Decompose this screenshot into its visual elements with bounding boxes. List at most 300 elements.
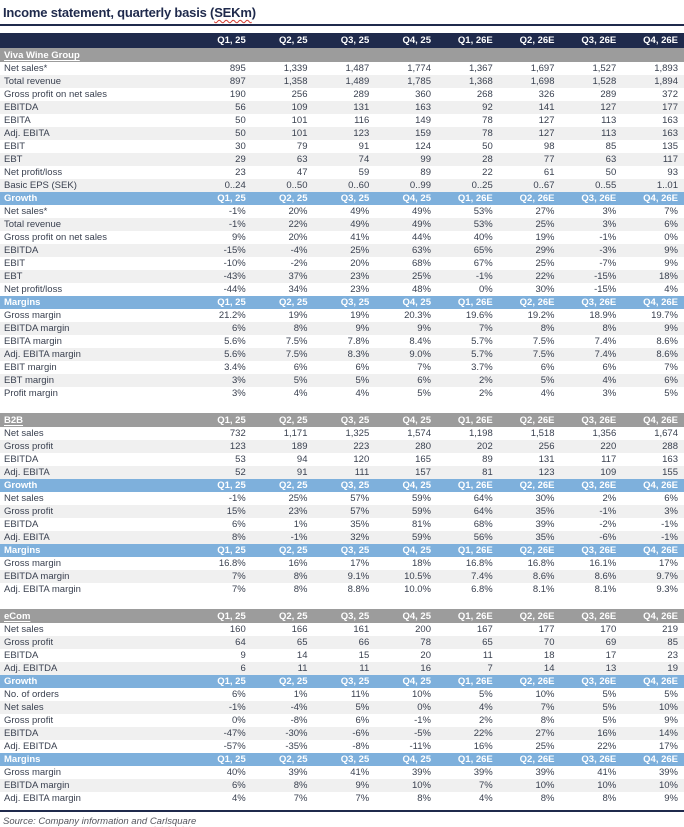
value-cell-1: 109 xyxy=(291,102,308,113)
value-cell-4: 89 xyxy=(482,454,493,465)
page-title-text: Income statement, quarterly basis ( xyxy=(3,5,215,20)
value-cell-7: 4% xyxy=(664,284,678,295)
table-row xyxy=(0,427,684,440)
value-cell-1: 63 xyxy=(296,154,308,165)
table-row xyxy=(0,492,684,505)
quarters-header-col-5: Q2, 26E xyxy=(519,35,555,46)
value-cell-6: 17 xyxy=(605,650,617,661)
value-cell-2: 57% xyxy=(350,506,370,517)
table-row xyxy=(0,518,684,531)
value-cell-3: 1,785 xyxy=(407,76,431,87)
value-cell-4: 2% xyxy=(479,375,493,386)
value-cell-4: 92 xyxy=(482,102,493,113)
row-label-cell: EBIT margin xyxy=(4,362,57,373)
subsection-header-label-cell: Margins xyxy=(4,545,41,556)
value-cell-6: 1,528 xyxy=(592,76,617,87)
value-cell-0: 52 xyxy=(235,467,246,478)
table-row xyxy=(0,505,684,518)
value-cell-4: 0..25 xyxy=(471,180,493,191)
page-title xyxy=(3,5,256,20)
value-cell-0: 3% xyxy=(232,388,246,399)
subsection-header-col-1: Q2, 25 xyxy=(278,193,308,204)
quarters-header-col-7: Q4, 26E xyxy=(643,35,678,46)
subsection-header-col-6: Q3, 26E xyxy=(581,480,617,491)
value-cell-4: 7 xyxy=(487,663,493,674)
value-cell-6: 289 xyxy=(600,89,617,100)
subsection-header-col-4: Q1, 26E xyxy=(457,297,493,308)
subsection-header-col-5: Q2, 26E xyxy=(519,297,555,308)
row-label-cell: Total revenue xyxy=(4,76,62,87)
value-cell-2: 7% xyxy=(355,793,370,804)
subsection-header-col-7: Q4, 26E xyxy=(643,676,678,687)
value-cell-0: 56 xyxy=(235,102,246,113)
value-cell-3: 10% xyxy=(411,780,431,791)
value-cell-4: 167 xyxy=(476,624,493,635)
row-label-cell: Adj. EBITA margin xyxy=(4,793,81,804)
quarters-header-row xyxy=(0,33,684,48)
group-header-col-5: Q2, 26E xyxy=(519,610,555,622)
subsection-header-col-7: Q4, 26E xyxy=(643,545,678,556)
value-cell-5: 77 xyxy=(543,154,555,165)
value-cell-0: 53 xyxy=(235,454,246,465)
value-cell-7: 288 xyxy=(662,441,678,452)
table-row xyxy=(0,688,684,701)
value-cell-5: 18 xyxy=(543,650,555,661)
table-row xyxy=(0,361,684,374)
value-cell-5: 29% xyxy=(535,245,555,256)
subsection-header-label-cell: Margins xyxy=(4,297,41,308)
value-cell-6: 85 xyxy=(605,141,617,152)
subsection-header-col-1: Q2, 25 xyxy=(278,297,308,308)
page-title-suffix: ) xyxy=(251,5,256,20)
value-cell-6: 5% xyxy=(602,702,617,713)
value-cell-4: 5% xyxy=(479,689,493,700)
subsection-header-col-3: Q4, 25 xyxy=(402,545,431,556)
value-cell-1: 1,358 xyxy=(283,76,308,87)
value-cell-5: 141 xyxy=(538,102,555,113)
value-cell-5: 30% xyxy=(535,493,555,504)
value-cell-7: 177 xyxy=(662,102,678,113)
value-cell-0: -43% xyxy=(223,271,246,282)
value-cell-5: 61 xyxy=(543,167,555,178)
value-cell-0: -1% xyxy=(228,206,246,217)
value-cell-2: 49% xyxy=(350,219,370,230)
value-cell-3: -5% xyxy=(414,728,431,739)
value-cell-4: 268 xyxy=(476,89,493,100)
group-header-label-cell xyxy=(0,611,190,622)
value-cell-0: 21.2% xyxy=(218,310,246,321)
subsection-header-col-3: Q4, 25 xyxy=(402,193,431,204)
group-header-col-3: Q4, 25 xyxy=(402,414,431,426)
value-cell-1: -1% xyxy=(290,532,308,543)
value-cell-3: 48% xyxy=(411,284,431,295)
row-label-cell: Net sales* xyxy=(4,206,48,217)
table-row xyxy=(0,309,684,322)
value-cell-3: 59% xyxy=(411,532,431,543)
table-row xyxy=(0,649,684,662)
value-cell-7: 9.3% xyxy=(656,584,678,595)
value-cell-6: 8% xyxy=(602,323,617,334)
value-cell-5: 14 xyxy=(543,663,555,674)
value-cell-3: 9% xyxy=(417,323,431,334)
value-cell-4: 81 xyxy=(482,467,493,478)
subsection-header-col-0: Q1, 25 xyxy=(217,676,246,687)
value-cell-3: 9.0% xyxy=(409,349,431,360)
value-cell-3: 124 xyxy=(415,141,431,152)
value-cell-1: 91 xyxy=(296,467,308,478)
value-cell-6: 18.9% xyxy=(589,310,617,321)
table-row xyxy=(0,244,684,257)
value-cell-0: 5.6% xyxy=(224,336,246,347)
value-cell-0: -1% xyxy=(228,219,246,230)
table-row xyxy=(0,88,684,101)
value-cell-6: 41% xyxy=(597,767,617,778)
value-cell-4: 7% xyxy=(479,780,493,791)
value-cell-3: 5% xyxy=(417,388,431,399)
value-cell-3: 44% xyxy=(411,232,431,243)
table-row xyxy=(0,335,684,348)
value-cell-2: 111 xyxy=(354,467,370,478)
value-cell-0: 732 xyxy=(229,428,246,439)
value-cell-2: 9% xyxy=(355,780,370,791)
value-cell-0: 6% xyxy=(232,689,246,700)
table-row xyxy=(0,348,684,361)
subsection-header-col-2: Q3, 25 xyxy=(340,193,370,204)
subsection-header-col-5: Q2, 26E xyxy=(519,193,555,204)
value-cell-2: -6% xyxy=(352,728,370,739)
table-row xyxy=(0,583,684,596)
value-cell-5: 35% xyxy=(535,506,555,517)
row-label-cell: EBT margin xyxy=(4,375,54,386)
value-cell-1: 4% xyxy=(293,388,308,399)
value-cell-2: 23% xyxy=(350,284,370,295)
value-cell-0: 15% xyxy=(226,506,246,517)
table-row xyxy=(0,714,684,727)
table-row xyxy=(0,387,684,400)
value-cell-7: 1,894 xyxy=(654,76,678,87)
value-cell-6: 2% xyxy=(602,493,617,504)
value-cell-6: 113 xyxy=(601,128,617,139)
value-cell-4: -1% xyxy=(475,271,493,282)
value-cell-0: -15% xyxy=(223,245,246,256)
value-cell-1: -8% xyxy=(290,715,308,726)
value-cell-0: 123 xyxy=(229,441,246,452)
value-cell-0: -57% xyxy=(223,741,246,752)
value-cell-6: -1% xyxy=(599,232,617,243)
value-cell-3: 59% xyxy=(411,493,431,504)
value-cell-0: 16.8% xyxy=(218,558,246,569)
table-row xyxy=(0,166,684,179)
table-row xyxy=(0,62,684,75)
subsection-header-col-3: Q4, 25 xyxy=(402,676,431,687)
value-cell-2: 35% xyxy=(350,519,370,530)
value-cell-3: 8% xyxy=(417,793,431,804)
subsection-header-col-1: Q2, 25 xyxy=(278,754,308,765)
value-cell-3: 8.4% xyxy=(409,336,431,347)
group-header-col-4: Q1, 26E xyxy=(457,610,493,622)
value-cell-3: 200 xyxy=(415,624,431,635)
value-cell-5: 123 xyxy=(538,467,555,478)
value-cell-3: 99 xyxy=(420,154,431,165)
row-label-cell: Net sales xyxy=(4,624,44,635)
table-row xyxy=(0,466,684,479)
value-cell-0: 6% xyxy=(232,323,246,334)
value-cell-5: 25% xyxy=(535,741,555,752)
value-cell-2: 41% xyxy=(350,232,370,243)
value-cell-5: 8% xyxy=(540,793,555,804)
row-label-cell: Gross profit on net sales xyxy=(4,232,107,243)
row-label-cell: Gross margin xyxy=(4,310,62,321)
value-cell-4: 5.7% xyxy=(471,336,493,347)
row-label-cell: EBITDA margin xyxy=(4,780,70,791)
value-cell-7: 85 xyxy=(667,637,678,648)
row-label-cell: Gross profit xyxy=(4,441,54,452)
value-cell-0: 40% xyxy=(226,767,246,778)
group-name-label xyxy=(4,611,190,622)
value-cell-6: 22% xyxy=(597,741,617,752)
value-cell-2: 6% xyxy=(355,362,370,373)
table-row xyxy=(0,283,684,296)
value-cell-4: 64% xyxy=(473,506,493,517)
value-cell-6: -15% xyxy=(594,284,617,295)
value-cell-2: 120 xyxy=(353,454,370,465)
subsection-header-col-2: Q3, 25 xyxy=(340,297,370,308)
value-cell-4: 2% xyxy=(479,388,493,399)
value-cell-0: 0% xyxy=(232,715,246,726)
row-label-cell: Net profit/loss xyxy=(4,167,63,178)
value-cell-7: 19.7% xyxy=(651,310,678,321)
value-cell-4: 22% xyxy=(473,728,493,739)
value-cell-6: -3% xyxy=(599,245,617,256)
value-cell-2: 15 xyxy=(358,650,370,661)
value-cell-2: 74 xyxy=(358,154,370,165)
value-cell-6: 127 xyxy=(600,102,617,113)
value-cell-6: 8.1% xyxy=(594,584,617,595)
value-cell-0: -1% xyxy=(228,702,246,713)
row-label-cell: EBT xyxy=(4,154,23,165)
value-cell-7: 9% xyxy=(664,793,678,804)
value-cell-5: 4% xyxy=(540,388,555,399)
value-cell-2: 41% xyxy=(350,767,370,778)
group-header-col-1: Q2, 25 xyxy=(278,610,308,622)
table-row xyxy=(0,127,684,140)
value-cell-2: 9.1% xyxy=(347,571,370,582)
value-cell-7: 163 xyxy=(662,454,678,465)
value-cell-7: 10% xyxy=(658,702,678,713)
value-cell-4: 16% xyxy=(473,741,493,752)
row-label-cell: EBITDA xyxy=(4,245,39,256)
value-cell-4: 65 xyxy=(482,637,493,648)
value-cell-1: 16% xyxy=(288,558,308,569)
group-name-label: Viva Wine Group xyxy=(4,49,80,61)
value-cell-1: 19% xyxy=(288,310,308,321)
row-label-cell: Net sales xyxy=(4,428,44,439)
value-cell-4: 56% xyxy=(473,532,493,543)
subsection-header-col-6: Q3, 26E xyxy=(581,297,617,308)
value-cell-5: 10% xyxy=(535,780,555,791)
value-cell-7: 372 xyxy=(662,89,678,100)
value-cell-5: 25% xyxy=(535,258,555,269)
value-cell-1: 1% xyxy=(293,519,308,530)
group-header-row xyxy=(0,609,684,623)
table-row xyxy=(0,662,684,675)
value-cell-2: 131 xyxy=(353,102,370,113)
row-label-cell: Adj. EBITA xyxy=(4,532,50,543)
value-cell-6: 50 xyxy=(605,167,617,178)
row-label-cell: EBITDA margin xyxy=(4,323,70,334)
value-cell-5: 131 xyxy=(538,454,555,465)
row-label-cell: EBITA xyxy=(4,115,31,126)
value-cell-5: 1,518 xyxy=(530,428,555,439)
value-cell-0: 0..24 xyxy=(224,180,246,191)
group-header-col-1: Q2, 25 xyxy=(278,414,308,426)
value-cell-2: 5% xyxy=(355,702,370,713)
value-cell-3: 20.3% xyxy=(404,310,431,321)
value-cell-5: 19% xyxy=(535,232,555,243)
table-row xyxy=(0,740,684,753)
value-cell-1: 8% xyxy=(293,780,308,791)
table-row xyxy=(0,636,684,649)
value-cell-3: 39% xyxy=(411,767,431,778)
row-label-cell: Gross profit xyxy=(4,506,54,517)
value-cell-1: 7% xyxy=(293,793,308,804)
quarters-header-col-3: Q4, 25 xyxy=(402,35,431,46)
value-cell-5: 1,697 xyxy=(530,63,555,74)
row-label-cell: Basic EPS (SEK) xyxy=(4,180,77,191)
value-cell-0: -1% xyxy=(228,493,246,504)
value-cell-1: 5% xyxy=(293,375,308,386)
value-cell-2: 8.8% xyxy=(347,584,370,595)
value-cell-6: 16.1% xyxy=(589,558,617,569)
value-cell-5: 16.8% xyxy=(527,558,555,569)
source-note-brand: Carlsquare xyxy=(149,816,197,827)
value-cell-6: 0..55 xyxy=(595,180,617,191)
value-cell-6: -15% xyxy=(594,271,617,282)
value-cell-6: 1,527 xyxy=(592,63,617,74)
value-cell-6: 7.4% xyxy=(594,349,617,360)
value-cell-2: 289 xyxy=(353,89,370,100)
quarters-header-col-1: Q2, 25 xyxy=(278,35,308,46)
value-cell-2: 123 xyxy=(353,128,370,139)
value-cell-1: 39% xyxy=(288,767,308,778)
value-cell-4: 5.7% xyxy=(471,349,493,360)
value-cell-0: 9% xyxy=(232,232,246,243)
value-cell-3: 6% xyxy=(417,375,431,386)
value-cell-6: 7.4% xyxy=(594,336,617,347)
row-label-cell: No. of orders xyxy=(4,689,59,700)
value-cell-1: 1,171 xyxy=(283,428,308,439)
table-row xyxy=(0,779,684,792)
footer-rule xyxy=(0,810,684,812)
value-cell-5: 256 xyxy=(538,441,555,452)
value-cell-1: 23% xyxy=(288,506,308,517)
row-label-cell: EBITDA xyxy=(4,519,39,530)
group-header-row xyxy=(0,413,684,427)
value-cell-0: 6% xyxy=(232,780,246,791)
table-row xyxy=(0,701,684,714)
value-cell-7: 7% xyxy=(664,206,678,217)
subsection-header-col-7: Q4, 26E xyxy=(643,480,678,491)
group-header-col-6: Q3, 26E xyxy=(581,414,617,426)
subsection-header-col-6: Q3, 26E xyxy=(581,193,617,204)
subsection-header-col-4: Q1, 26E xyxy=(457,545,493,556)
value-cell-0: -47% xyxy=(223,728,246,739)
value-cell-1: 11 xyxy=(297,663,308,674)
income-table xyxy=(0,33,684,805)
table-row xyxy=(0,322,684,335)
value-cell-7: 9% xyxy=(664,258,678,269)
value-cell-5: 8.6% xyxy=(532,571,555,582)
value-cell-5: 177 xyxy=(538,624,555,635)
value-cell-5: 98 xyxy=(543,141,555,152)
subsection-header-col-5: Q2, 26E xyxy=(519,676,555,687)
value-cell-4: 67% xyxy=(473,258,493,269)
subsection-header-col-1: Q2, 25 xyxy=(278,480,308,491)
subsection-header-col-3: Q4, 25 xyxy=(402,480,431,491)
value-cell-0: 895 xyxy=(229,63,246,74)
value-cell-3: 0..99 xyxy=(409,180,431,191)
row-label-cell: EBIT xyxy=(4,258,26,269)
row-label-cell: Net sales* xyxy=(4,63,48,74)
value-cell-2: -8% xyxy=(352,741,370,752)
group-header-col-5: Q2, 26E xyxy=(519,414,555,426)
value-cell-2: 8.3% xyxy=(347,349,370,360)
value-cell-7: 23 xyxy=(667,650,678,661)
block-gap xyxy=(0,400,684,413)
table-row xyxy=(0,440,684,453)
value-cell-0: 3.4% xyxy=(224,362,246,373)
value-cell-5: 7.5% xyxy=(532,349,555,360)
value-cell-3: 1,574 xyxy=(407,428,431,439)
value-cell-5: 27% xyxy=(535,206,555,217)
table-row xyxy=(0,140,684,153)
value-cell-4: 50 xyxy=(482,141,493,152)
value-cell-4: 0% xyxy=(479,284,493,295)
value-cell-7: 219 xyxy=(662,624,678,635)
value-cell-1: 8% xyxy=(293,584,308,595)
group-header-label-cell xyxy=(0,50,684,61)
value-cell-5: 25% xyxy=(535,219,555,230)
value-cell-4: 1,368 xyxy=(468,76,493,87)
value-cell-6: 10% xyxy=(597,780,617,791)
group-header-col-7: Q4, 26E xyxy=(643,414,678,426)
value-cell-7: 6% xyxy=(664,219,678,230)
row-label-cell: Adj. EBITA margin xyxy=(4,584,81,595)
value-cell-2: 0..60 xyxy=(348,180,370,191)
value-cell-3: 163 xyxy=(415,102,431,113)
value-cell-6: 5% xyxy=(602,715,617,726)
value-cell-2: 19% xyxy=(350,310,370,321)
row-label-cell: EBT xyxy=(4,271,23,282)
value-cell-4: 11 xyxy=(482,650,493,661)
group-name-text: eCom xyxy=(4,610,31,622)
value-cell-2: 5% xyxy=(355,375,370,386)
value-cell-7: 135 xyxy=(662,141,678,152)
subsection-header-col-0: Q1, 25 xyxy=(217,545,246,556)
value-cell-2: 32% xyxy=(350,532,370,543)
value-cell-7: 9% xyxy=(664,323,678,334)
value-cell-6: -1% xyxy=(599,506,617,517)
value-cell-1: 101 xyxy=(291,128,308,139)
value-cell-7: 1..01 xyxy=(656,180,678,191)
subsection-header-label-cell: Growth xyxy=(4,676,38,687)
value-cell-4: 7.4% xyxy=(471,571,493,582)
value-cell-7: 1,674 xyxy=(654,428,678,439)
value-cell-0: 23 xyxy=(235,167,246,178)
value-cell-7: 5% xyxy=(664,388,678,399)
group-header-col-6: Q3, 26E xyxy=(581,610,617,622)
row-label-cell: EBITDA xyxy=(4,102,39,113)
